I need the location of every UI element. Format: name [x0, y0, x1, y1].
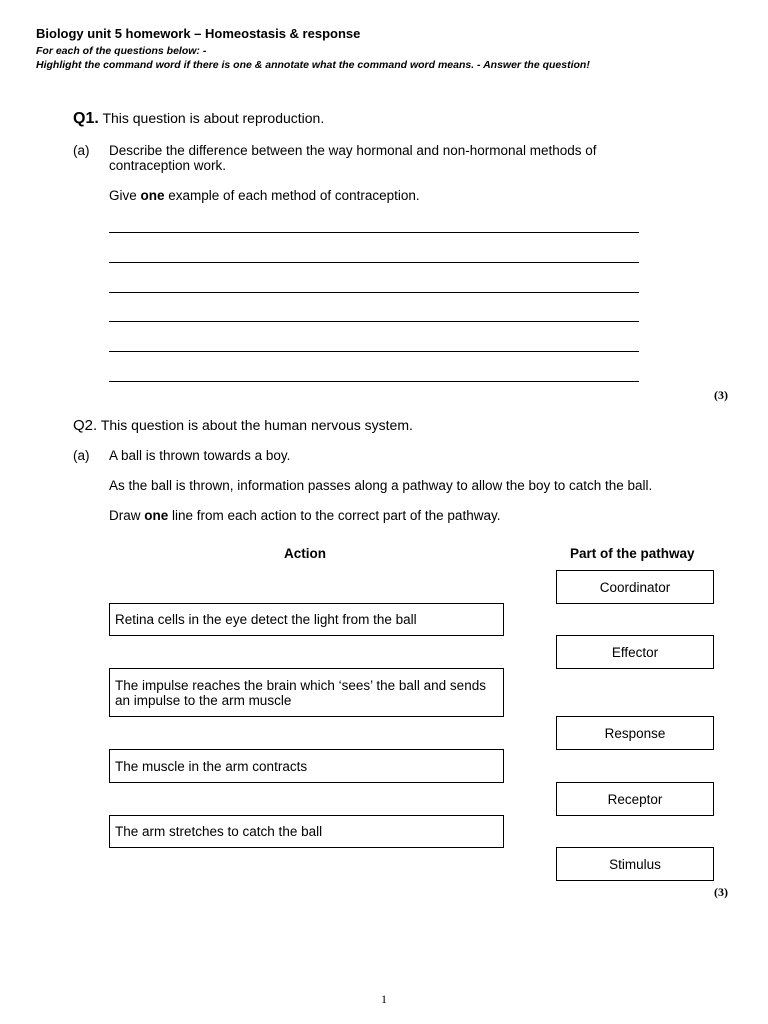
q1-question-text	[109, 143, 597, 173]
pathway-box-effector[interactable]: Effector	[556, 635, 714, 669]
action-box-impulse[interactable]: The impulse reaches the brain which ‘sees’ the ball and sends an impulse to the arm muscle	[109, 668, 504, 717]
q1-number: Q1.	[73, 110, 99, 127]
q1-give-pre: Give	[109, 188, 141, 203]
answer-line[interactable]	[109, 321, 639, 322]
q1-text-line-1: Describe the difference between the way hormonal and non-hormonal methods of	[109, 143, 597, 158]
q1-give-bold: one	[140, 188, 165, 203]
q2-draw-pre: Draw	[109, 508, 145, 523]
q1-heading	[73, 110, 324, 128]
q1-give-instruction	[109, 188, 420, 203]
pathway-column-header: Part of the pathway	[570, 546, 695, 561]
answer-line[interactable]	[109, 232, 639, 233]
q1-intro: This question is about reproduction.	[102, 110, 325, 126]
q1-part-label: (a)	[73, 143, 90, 158]
q2-intro: This question is about the human nervous system.	[100, 417, 413, 433]
action-box-retina[interactable]: Retina cells in the eye detect the light from the ball	[109, 603, 504, 636]
action-column-header: Action	[284, 546, 326, 561]
pathway-box-stimulus[interactable]: Stimulus	[556, 847, 714, 881]
action-box-arm[interactable]: The arm stretches to catch the ball	[109, 815, 504, 848]
pathway-box-coordinator[interactable]: Coordinator	[556, 570, 714, 604]
action-box-muscle[interactable]: The muscle in the arm contracts	[109, 749, 504, 783]
q1-text-line-2: contraception work.	[109, 158, 227, 173]
answer-line[interactable]	[109, 292, 639, 293]
q1-marks: (3)	[714, 388, 728, 402]
q2-draw-post: line from each action to the correct part of the pathway.	[168, 508, 501, 523]
pathway-box-response[interactable]: Response	[556, 716, 714, 750]
answer-line[interactable]	[109, 381, 639, 382]
q2-text-2: As the ball is thrown, information passes along a pathway to allow the boy to catch the ball.	[109, 478, 653, 493]
q2-draw-bold: one	[144, 508, 169, 523]
q2-text-1: A ball is thrown towards a boy.	[109, 448, 291, 463]
worksheet-title: Biology unit 5 homework – Homeostasis & response	[36, 26, 361, 41]
pathway-box-receptor[interactable]: Receptor	[556, 782, 714, 816]
q1-give-post: example of each method of contraception.	[164, 188, 420, 203]
answer-line[interactable]	[109, 262, 639, 263]
q2-marks: (3)	[714, 885, 728, 899]
instruction-line-1: For each of the questions below: -	[36, 45, 207, 57]
answer-line[interactable]	[109, 351, 639, 352]
q2-draw-instruction	[109, 508, 500, 523]
q2-number: Q2.	[73, 417, 98, 434]
q2-heading	[73, 417, 413, 434]
instruction-line-2: Highlight the command word if there is one & annotate what the command word means. - Answer the question!	[36, 59, 590, 71]
page-number: 1	[381, 992, 387, 1006]
q2-part-label: (a)	[73, 448, 90, 463]
